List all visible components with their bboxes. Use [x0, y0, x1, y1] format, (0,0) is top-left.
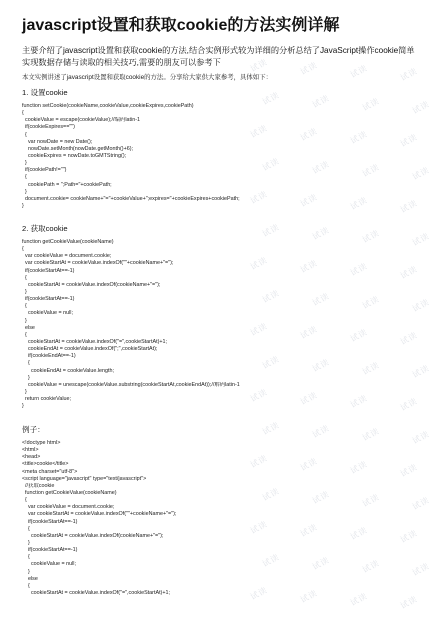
code-line: //获取cookie — [22, 482, 55, 489]
watermark-stamp: 试读 — [348, 393, 370, 410]
watermark-stamp: 试读 — [398, 330, 420, 347]
watermark-stamp: 试读 — [398, 462, 420, 479]
code-line: function getCookieValue(cookieName) — [22, 489, 117, 496]
code-line: <title>cookie</title> — [22, 461, 69, 468]
code-line: } — [22, 568, 30, 575]
code-line: { — [22, 554, 30, 561]
code-line: else — [22, 575, 38, 582]
watermark-stamp: 试读 — [360, 162, 382, 179]
watermark-stamp: 试读 — [398, 528, 420, 545]
watermark-stamp: 试读 — [260, 354, 282, 371]
code-line: var cookieStartAt = cookieValue.indexOf(""+cookieName+"="); — [22, 511, 177, 518]
watermark-stamp: 试读 — [310, 225, 332, 242]
watermark-stamp: 试读 — [398, 264, 420, 281]
watermark-stamp: 试读 — [348, 327, 370, 344]
code-line: if(cookieStartAt==-1) — [22, 518, 78, 525]
section-heading-example: 例子： — [22, 425, 45, 434]
watermark-stamp: 试读 — [398, 198, 420, 215]
code-line: <head> — [22, 454, 41, 461]
watermark-stamp: 试读 — [410, 231, 432, 248]
code-line: var nowDate = new Date(); — [22, 138, 93, 145]
watermark-stamp: 试读 — [410, 429, 432, 446]
code-line: { — [22, 246, 24, 253]
code-line: cookieStartAt = cookieValue.indexOf(cookieName+"="); — [22, 532, 164, 539]
watermark-stamp: 试读 — [348, 591, 370, 608]
watermark-stamp: 试读 — [248, 57, 270, 74]
code-line: <!doctype html> — [22, 440, 61, 446]
watermark-stamp: 试读 — [348, 195, 370, 212]
code-line: } — [22, 188, 27, 195]
code-line: } — [22, 288, 27, 295]
watermark-stamp: 试读 — [360, 360, 382, 377]
watermark-stamp: 试读 — [348, 525, 370, 542]
code-line: var cookieValue = document.cookie; — [22, 504, 115, 511]
watermark-stamp: 试读 — [348, 459, 370, 476]
code-line: <html> — [22, 447, 39, 454]
watermark-stamp: 试读 — [260, 552, 282, 569]
code-line: } — [22, 374, 30, 381]
code-line: { — [22, 582, 30, 589]
watermark-stamp: 试读 — [310, 357, 332, 374]
code-line: { — [22, 303, 27, 310]
watermark-stamp: 试读 — [298, 522, 320, 539]
code-line: cookieExpires = nowDate.toGMTString(); — [22, 152, 127, 159]
watermark-stamp: 试读 — [260, 288, 282, 305]
code-line: function setCookie(cookieName,cookieValue,cookieExpires,cookiePath) — [22, 103, 194, 109]
intro-text: 本文实例讲述了javascript设置和获取cookie的方法。分享给大家供大家参考，具体如下： — [22, 74, 272, 81]
code-line: { — [22, 131, 27, 138]
watermark-stamp: 试读 — [348, 261, 370, 278]
code-line: cookiePath = ";Path="+cookiePath; — [22, 181, 112, 188]
code-line: return cookieValue; — [22, 396, 72, 403]
code-line: cookieValue = escape(cookieValue);//编码latin-1 — [22, 117, 141, 124]
code-line: if(cookieStartAt==-1) — [22, 296, 75, 303]
watermark-stamp: 试读 — [260, 420, 282, 437]
watermark-stamp: 试读 — [310, 489, 332, 506]
watermark-stamp: 试读 — [310, 159, 332, 176]
watermark-stamp: 试读 — [310, 423, 332, 440]
watermark-stamp: 试读 — [398, 66, 420, 83]
watermark-stamp: 试读 — [410, 99, 432, 116]
watermark-stamp: 试读 — [398, 396, 420, 413]
section-heading-get-cookie: 2. 获取cookie — [22, 224, 68, 233]
code-line: if(cookieStartAt==-1) — [22, 547, 78, 554]
watermark-stamp: 试读 — [410, 495, 432, 512]
watermark-stamp: 试读 — [410, 561, 432, 578]
code-line: { — [22, 360, 30, 367]
watermark-stamp: 试读 — [298, 192, 320, 209]
watermark-stamp: 试读 — [260, 156, 282, 173]
watermark-stamp: 试读 — [360, 294, 382, 311]
watermark-stamp: 试读 — [410, 297, 432, 314]
watermark-stamp: 试读 — [260, 222, 282, 239]
watermark-stamp: 试读 — [248, 453, 270, 470]
watermark-stamp: 试读 — [360, 426, 382, 443]
code-line: <script language="javascript" type="text/javascript"> — [22, 475, 147, 482]
watermark-stamp: 试读 — [298, 456, 320, 473]
watermark-stamp: 试读 — [348, 129, 370, 146]
code-line: cookieStartAt = cookieValue.indexOf("=",cookieStartAt)+1; — [22, 338, 168, 345]
watermark-stamp: 试读 — [248, 255, 270, 272]
code-line: var cookieValue = document.cookie; — [22, 253, 112, 260]
code-line: { — [22, 497, 27, 504]
watermark-stamp: 试读 — [410, 363, 432, 380]
watermark-stamp: 试读 — [298, 324, 320, 341]
code-line: cookieValue = unescape(cookieValue.substring(cookieStartAt,cookieEndAt));//解码latin-1 — [22, 381, 240, 388]
watermark-stamp: 试读 — [410, 165, 432, 182]
code-line: } — [22, 160, 27, 167]
code-line: document.cookie= cookieName+"="+cookieValue+";expires="+cookieExpires+cookiePath; — [22, 195, 240, 202]
code-line: { — [22, 331, 27, 338]
code-line: else — [22, 324, 35, 331]
watermark-stamp: 试读 — [248, 387, 270, 404]
watermark-stamp: 试读 — [310, 555, 332, 572]
watermark-stamp: 试读 — [260, 90, 282, 107]
code-line: { — [22, 110, 24, 117]
watermark-stamp: 试读 — [398, 594, 420, 611]
watermark-stamp: 试读 — [248, 585, 270, 602]
code-line: } — [22, 539, 30, 546]
watermark-stamp: 试读 — [248, 519, 270, 536]
code-line: } — [22, 388, 27, 395]
code-line: { — [22, 525, 30, 532]
watermark-stamp: 试读 — [348, 63, 370, 80]
watermark-stamp: 试读 — [260, 486, 282, 503]
watermark-stamp: 试读 — [298, 60, 320, 77]
code-line: } — [22, 317, 27, 324]
code-line: <meta charset="utf-8"> — [22, 468, 78, 475]
article-summary: 主要介绍了javascript设置和获取cookie的方法,结合实例形式较为详细的分析总结了JavaScript操作cookie简单实现数据存储与读取的相关技巧,需要的朋友可以参考下 — [22, 46, 415, 67]
code-line: cookieStartAt = cookieValue.indexOf(cookieName+"="); — [22, 281, 161, 288]
code-block-set-cookie — [22, 103, 420, 210]
code-line: var cookieStartAt = cookieValue.indexOf(""+cookieName+"="); — [22, 260, 174, 267]
watermark-stamp: 试读 — [248, 321, 270, 338]
code-line: if(cookieStartAt==-1) — [22, 267, 75, 274]
watermark-stamp: 试读 — [298, 588, 320, 605]
code-line: if(cookiePath!="") — [22, 167, 67, 174]
code-line: if(cookieEndAt==-1) — [22, 353, 76, 360]
watermark-stamp: 试读 — [298, 390, 320, 407]
code-line: { — [22, 174, 27, 181]
watermark-stamp: 试读 — [298, 126, 320, 143]
code-line: cookieValue = null; — [22, 561, 76, 568]
code-line: cookieEndAt = cookieValue.indexOf(";",cookieStartAt); — [22, 346, 158, 353]
watermark-stamp: 试读 — [248, 123, 270, 140]
code-line: } — [22, 202, 24, 209]
watermark-stamp: 试读 — [298, 258, 320, 275]
watermark-stamp: 试读 — [310, 291, 332, 308]
code-line: { — [22, 274, 27, 281]
code-line: cookieValue = null; — [22, 310, 73, 317]
watermark-stamp: 试读 — [310, 93, 332, 110]
code-line: cookieStartAt = cookieValue.indexOf("=",cookieStartAt)+1; — [22, 589, 170, 596]
watermark-stamp: 试读 — [360, 228, 382, 245]
code-line: if(cookieExpires=="") — [22, 124, 75, 131]
page-title: javascript设置和获取cookie的方法实例详解 — [22, 17, 340, 34]
code-line: nowDate.setMonth(nowDate.getMonth()+6); — [22, 145, 134, 152]
code-line: function getCookieValue(cookieName) — [22, 239, 114, 245]
watermark-stamp: 试读 — [248, 189, 270, 206]
watermark-stamp: 试读 — [360, 96, 382, 113]
watermark-stamp: 试读 — [360, 558, 382, 575]
code-line: } — [22, 403, 24, 410]
watermark-stamp: 试读 — [360, 492, 382, 509]
section-heading-set-cookie: 1. 设置cookie — [22, 88, 68, 97]
watermark-stamp: 试读 — [398, 132, 420, 149]
code-line: cookieEndAt = cookieValue.length; — [22, 367, 115, 374]
